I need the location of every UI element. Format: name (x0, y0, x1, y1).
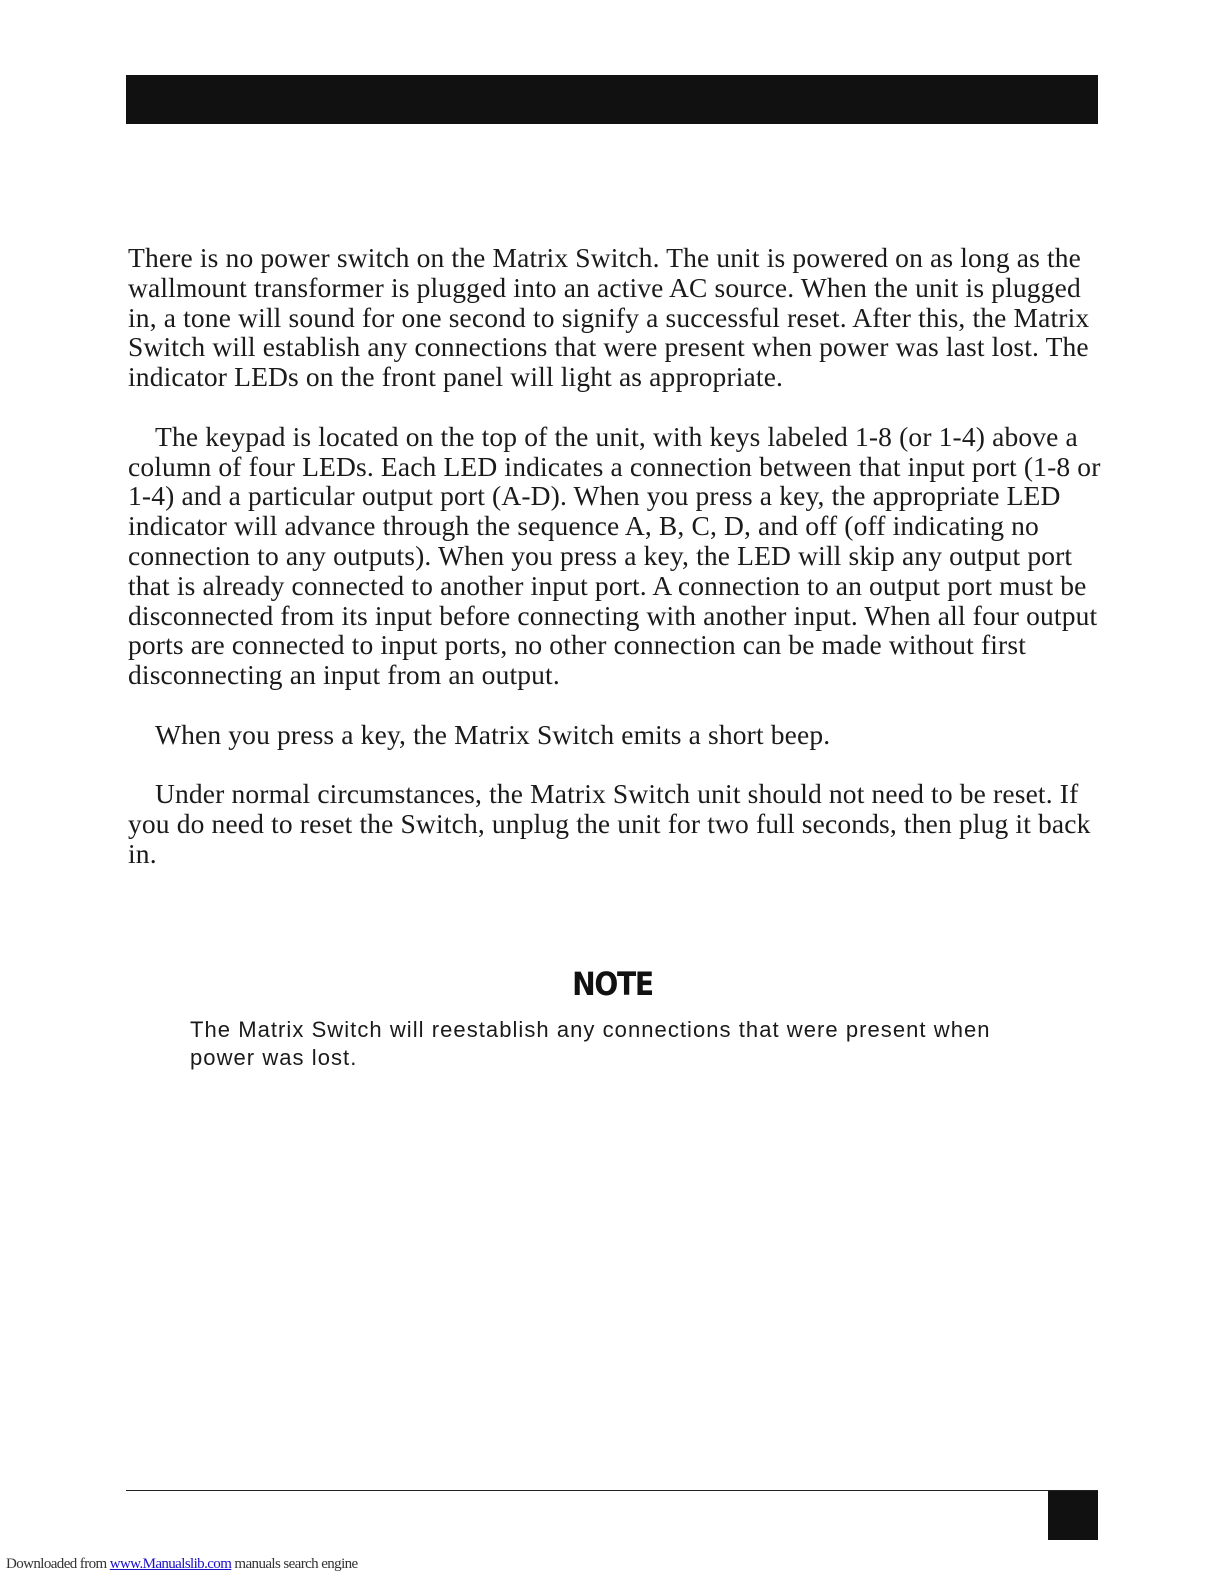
paragraph-power: There is no power switch on the Matrix Switch. The unit is powered on as long as the wallmount transformer is plugged into an active AC source. When the unit is plugged in, a tone will sound for one second to signify a successful reset. After this, the Matrix Switch will establish any connections that were present when power was last lost. The indicator LEDs on the front panel will light as appropriate. (128, 242, 1090, 393)
footer-rule (126, 1490, 1098, 1491)
paragraph-keypad: The keypad is located on the top of the unit, with keys labeled 1-8 (or 1-4) above a column of four LEDs. Each LED indicates a connection between that input port (1-8 or 1-4) and a particular output port (A-D). When you press a key, the appropriate LED indicator will advance through the sequence A, B, C, D, and off (off indicating no connection to any outputs). When you press a key, the LED will skip any output port that is already connected to another input port. A connection to an output port must be disconnected from its input before connecting with another input. When all four output ports are connected to input ports, no other connection can be made without first disconnecting an input from an output. (128, 420, 1101, 691)
download-suffix: manuals search engine (231, 1556, 358, 1572)
download-attribution (6, 1556, 358, 1573)
note-heading: NOTE (572, 965, 653, 1003)
paragraph-beep: When you press a key, the Matrix Switch emits a short beep. (155, 718, 831, 750)
body-text (128, 243, 1103, 899)
manualslib-link[interactable]: www.Manualslib.com (109, 1556, 232, 1572)
paragraph-reset: Under normal circumstances, the Matrix Switch unit should not need to be reset. If you do need to reset the Switch, unplug the unit for two full seconds, then plug it back in. (128, 778, 1091, 869)
note-text: The Matrix Switch will reestablish any connections that were present when power was lost. (190, 1017, 991, 1070)
download-prefix: Downloaded from (6, 1556, 110, 1572)
header-bar (126, 75, 1098, 124)
page-number-box (1048, 1491, 1098, 1540)
